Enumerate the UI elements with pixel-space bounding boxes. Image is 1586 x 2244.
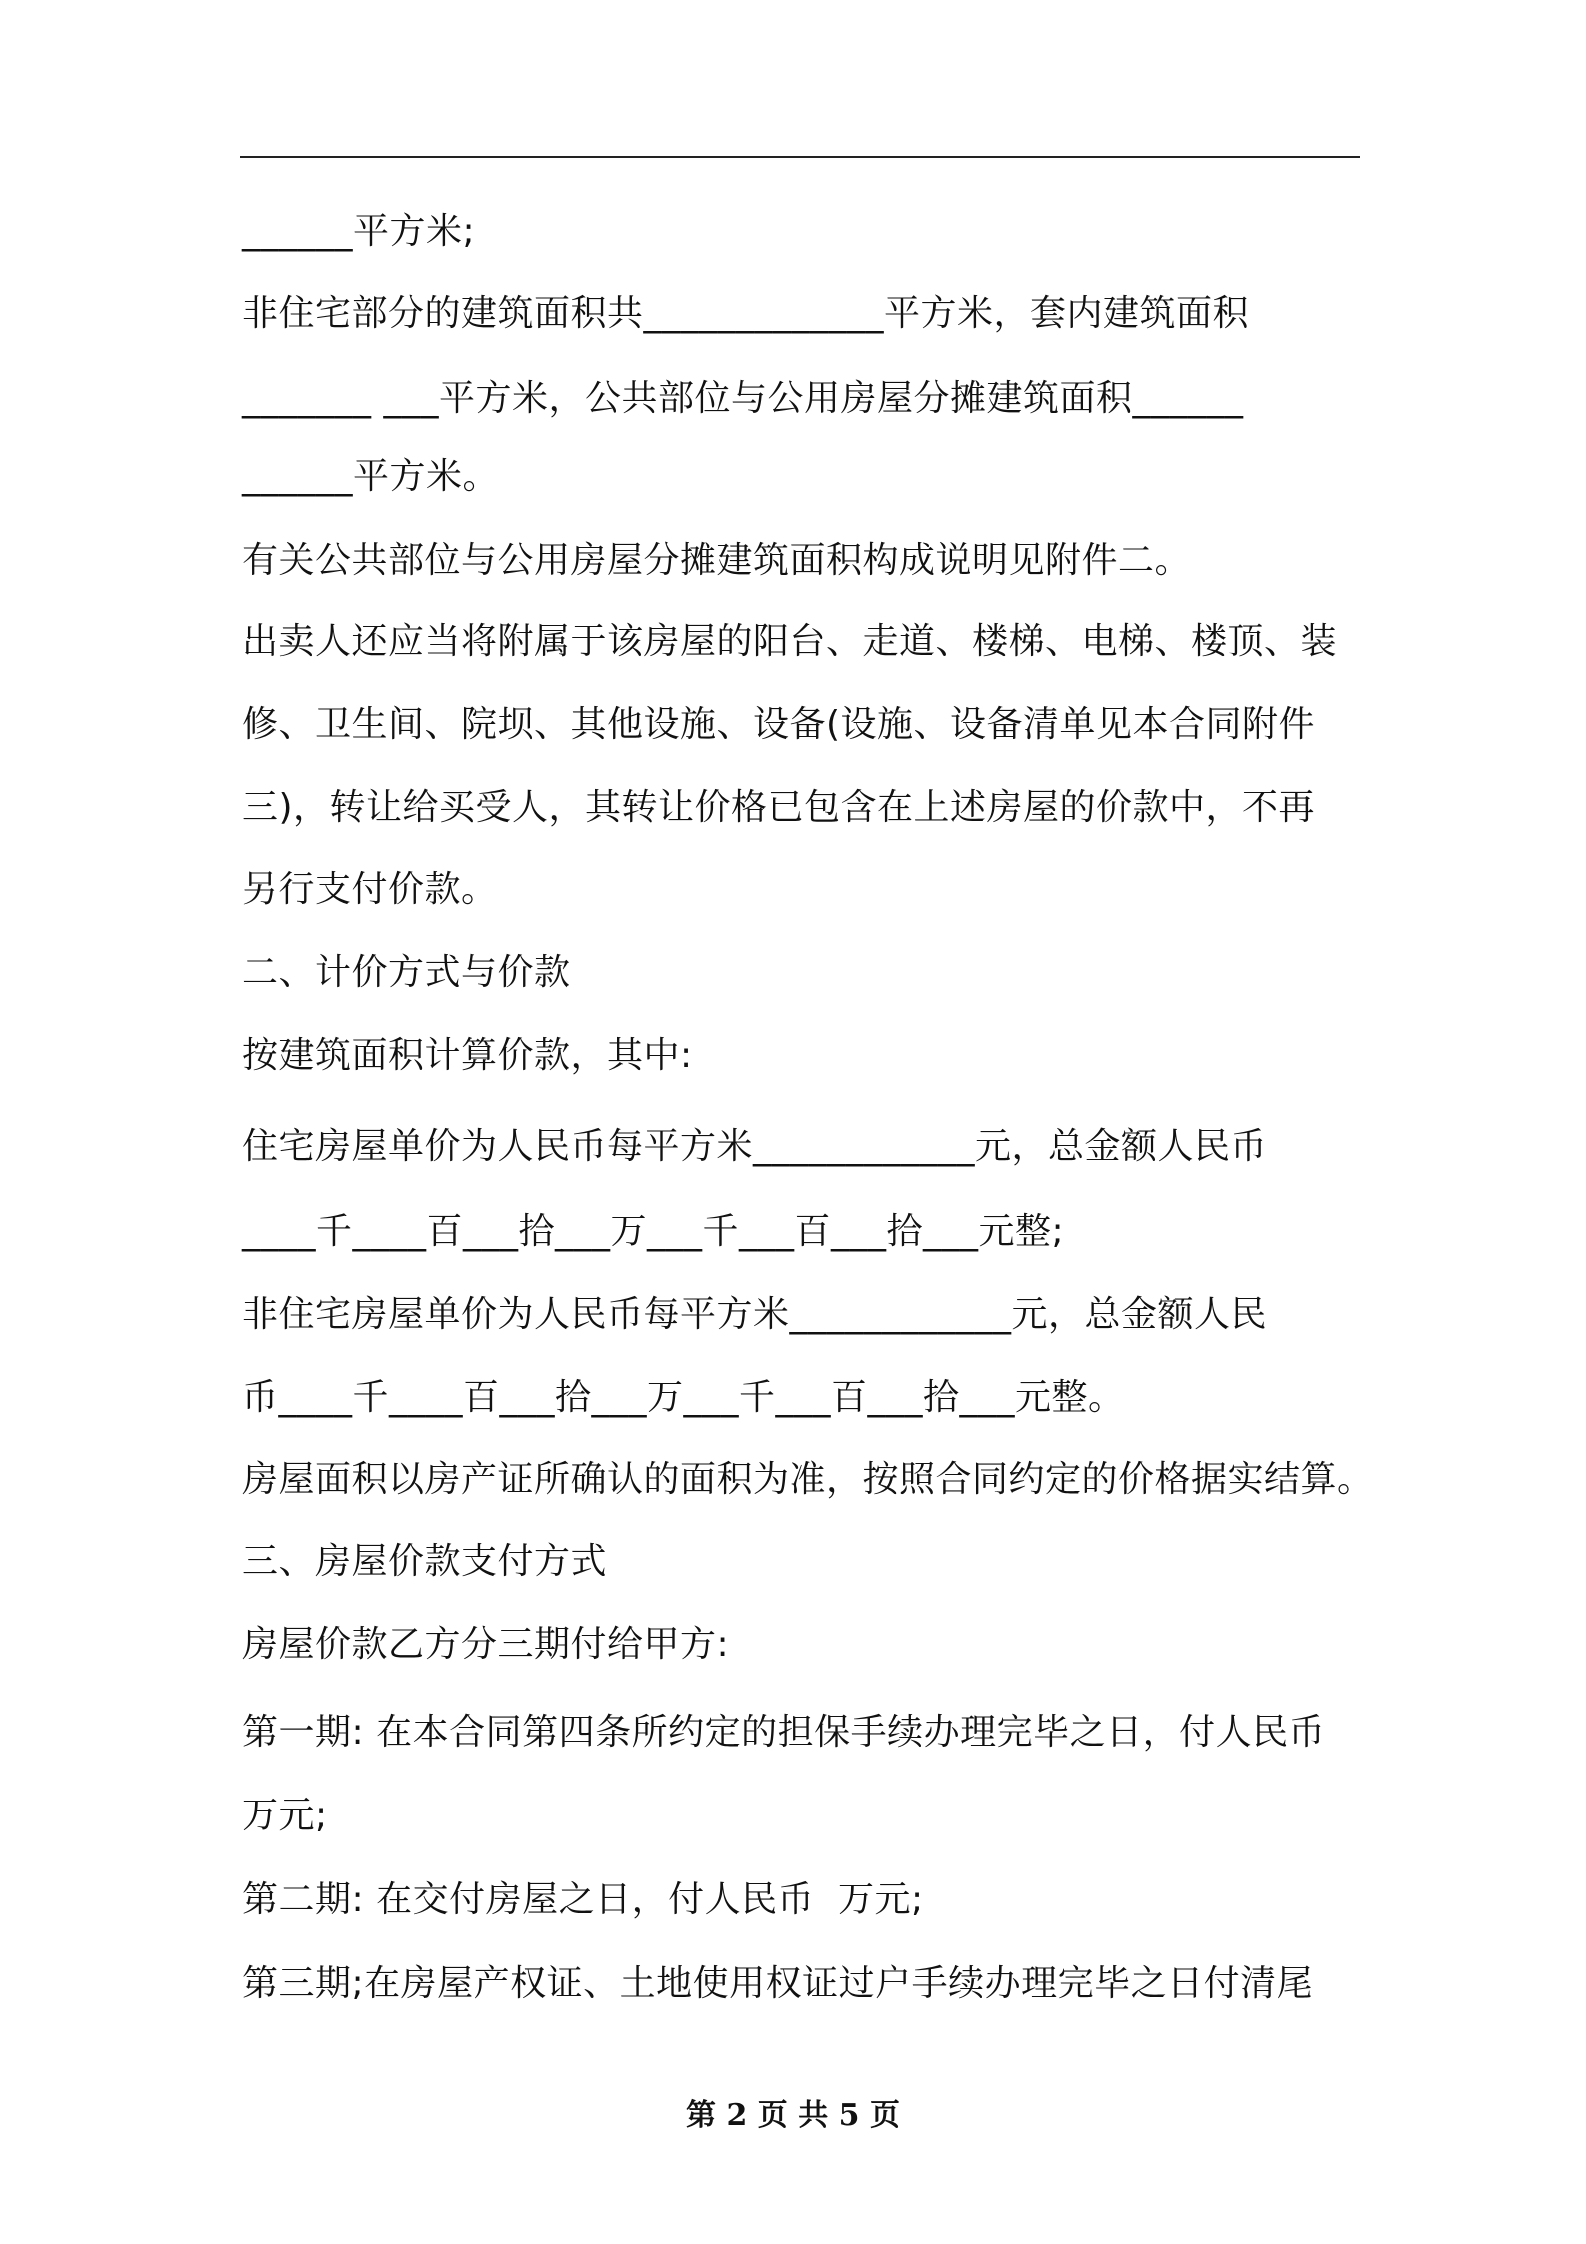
area-residential-unit-tail: ______平方米; [242, 211, 476, 252]
shared-area-note: 有关公共部位与公用房屋分摊建筑面积构成说明见附件二。 [242, 540, 1192, 581]
area-nonresidential-line-3: ______平方米。 [242, 456, 500, 497]
nonresidential-price-line-1: 非住宅房屋单价为人民币每平方米____________元，总金额人民 [242, 1294, 1268, 1335]
area-nonresidential-line-2: _______ ___平方米，公共部位与公用房屋分摊建筑面积______ [242, 378, 1244, 419]
residential-price-line-2: ____千____百___拾___万___千___百___拾___元整; [242, 1211, 1065, 1252]
payment-intro: 房屋价款乙方分三期付给甲方: [242, 1624, 730, 1665]
page-number: 第 2 页 共 5 页 [686, 2098, 900, 2133]
payment-phase-1-line-2: 万元; [242, 1795, 328, 1836]
payment-phase-2: 第二期: 在交付房屋之日，付人民币 万元; [242, 1879, 924, 1920]
section-heading-payment: 三、房屋价款支付方式 [242, 1541, 608, 1582]
payment-phase-1-line-1: 第一期: 在本合同第四条所约定的担保手续办理完毕之日，付人民币 [242, 1712, 1326, 1753]
nonresidential-price-line-2: 币____千____百___拾___万___千___百___拾___元整。 [242, 1377, 1125, 1418]
pricing-intro: 按建筑面积计算价款，其中: [242, 1035, 693, 1076]
attachments-paragraph-line-2: 修、卫生间、院坝、其他设施、设备(设施、设备清单见本合同附件 [242, 704, 1316, 745]
attachments-paragraph-line-1: 出卖人还应当将附属于该房屋的阳台、走道、楼梯、电梯、楼顶、装 [242, 621, 1338, 662]
section-heading-pricing: 二、计价方式与价款 [242, 952, 571, 993]
header-divider [240, 156, 1360, 158]
residential-price-line-1: 住宅房屋单价为人民币每平方米____________元，总金额人民币 [242, 1126, 1268, 1167]
attachments-paragraph-line-4: 另行支付价款。 [242, 869, 498, 910]
attachments-paragraph-line-3: 三)，转让给买受人，其转让价格已包含在上述房屋的价款中，不再 [242, 787, 1316, 828]
area-nonresidential-line-1: 非住宅部分的建筑面积共_____________平方米，套内建筑面积 [242, 293, 1250, 334]
area-settlement-note: 房屋面积以房产证所确认的面积为准，按照合同约定的价格据实结算。 [242, 1459, 1374, 1500]
payment-phase-3: 第三期;在房屋产权证、土地使用权证过户手续办理完毕之日付清尾 [242, 1963, 1314, 2004]
